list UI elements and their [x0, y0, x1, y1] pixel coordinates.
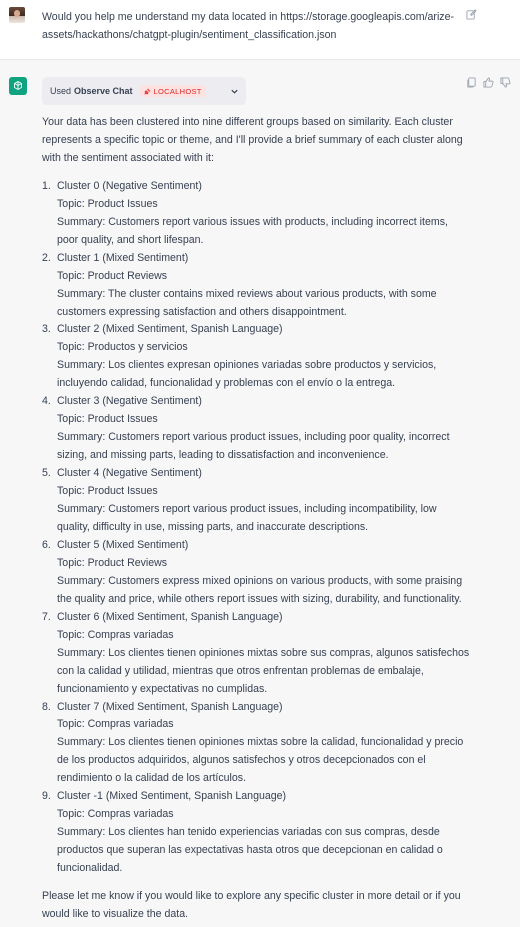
user-avatar	[9, 7, 25, 23]
cluster-topic: Topic: Product Issues	[57, 485, 158, 498]
cluster-summary: Summary: The cluster contains mixed reviews about various products, with some customers expressing satisfaction and others disappointment.	[57, 287, 437, 318]
list-item	[42, 321, 472, 393]
cluster-topic: Topic: Product Issues	[57, 413, 158, 426]
list-item	[42, 465, 472, 537]
list-item-number: 6.	[42, 538, 51, 551]
cluster-summary: Summary: Customers report various product issues, including incompatibility, low quality, difficulty in use, missing parts, and inaccurate descriptions.	[57, 503, 437, 533]
user-message-text: Would you help me understand my data located in https://storage.googleapis.com/arize-assets/hackathons/chatgpt-plugin/sentiment_classification.json	[42, 11, 455, 41]
list-item	[42, 537, 472, 609]
list-item	[42, 250, 472, 322]
cluster-summary: Summary: Los clientes han tenido experiencias variadas con sus compras, desde productos que superan las expectativas hasta otros que decepcionan en calidad o funcionalidad.	[57, 826, 443, 875]
cluster-title: Cluster 7 (Mixed Sentiment, Spanish Language)	[57, 700, 283, 713]
plugin-name: Observe Chat	[74, 86, 133, 96]
list-item-number: 5.	[42, 467, 51, 480]
localhost-badge-text: LOCALHOST	[153, 86, 202, 96]
cluster-topic: Topic: Compras variadas	[57, 808, 174, 821]
list-item-number: 8.	[42, 700, 51, 713]
list-item-number: 7.	[42, 610, 51, 623]
cluster-topic: Topic: Product Reviews	[57, 269, 168, 282]
plugin-used-label: Used	[50, 86, 72, 96]
cluster-title: Cluster 4 (Negative Sentiment)	[57, 467, 202, 480]
cluster-list	[42, 178, 472, 878]
list-item	[42, 178, 472, 250]
list-item-number: 4.	[42, 395, 51, 408]
plug-icon	[144, 88, 151, 95]
thumbs-down-icon[interactable]	[500, 77, 511, 88]
list-item-number: 3.	[42, 323, 51, 336]
cluster-summary: Summary: Los clientes tienen opiniones mixtas sobre la calidad, funcionalidad y precio de los productos adquiridos, algunos satisfechos y otros decepcionados con el rendimiento o la calidad de los artículos.	[57, 736, 464, 785]
copy-icon[interactable]	[466, 77, 477, 88]
list-item	[42, 699, 472, 789]
assistant-actions	[466, 77, 511, 88]
cluster-title: Cluster 2 (Mixed Sentiment, Spanish Language)	[57, 323, 283, 336]
cluster-summary: Summary: Customers express mixed opinions on various products, with some praising the quality and price, while others report issues with sizing, durability, and functionality.	[57, 574, 463, 605]
assistant-message-content	[42, 114, 472, 924]
cluster-summary: Summary: Customers report various issues with products, including incorrect items, poor quality, and short lifespan.	[57, 215, 448, 246]
chevron-down-icon[interactable]	[230, 87, 239, 96]
user-message-row	[0, 0, 520, 60]
cluster-title: Cluster 0 (Negative Sentiment)	[57, 179, 202, 192]
plugin-usage-toggle[interactable]	[42, 77, 246, 105]
list-item-number: 9.	[42, 790, 51, 803]
cluster-summary: Summary: Los clientes expresan opiniones variadas sobre productos y servicios, incluyendo calidad, funcionalidad y problemas con el envío o la entrega.	[57, 359, 437, 390]
list-item-number: 2.	[42, 251, 51, 264]
list-item	[42, 788, 472, 878]
cluster-summary: Summary: Los clientes tienen opiniones mixtas sobre sus compras, algunos satisfechos con la calidad y utilidad, mientras que otros enfrentan problemas de embalaje, funcionamiento y expectativas no cumplidas.	[57, 646, 470, 695]
cluster-topic: Topic: Product Issues	[57, 197, 158, 210]
response-outro: Please let me know if you would like to explore any specific cluster in more detail or if you would like to visualize the data.	[42, 890, 461, 920]
cluster-topic: Topic: Compras variadas	[57, 628, 174, 641]
openai-logo-icon	[9, 77, 27, 95]
cluster-topic: Topic: Productos y servicios	[57, 341, 188, 354]
localhost-badge	[140, 85, 206, 97]
cluster-summary: Summary: Customers report various product issues, including poor quality, incorrect sizing, and missing parts, leading to dissatisfaction and inconvenience.	[57, 431, 450, 462]
cluster-title: Cluster 3 (Negative Sentiment)	[57, 395, 202, 408]
cluster-title: Cluster 5 (Mixed Sentiment)	[57, 538, 189, 551]
cluster-title: Cluster 1 (Mixed Sentiment)	[57, 251, 189, 264]
assistant-message-row	[0, 60, 520, 927]
cluster-topic: Topic: Compras variadas	[57, 718, 174, 731]
cluster-topic: Topic: Product Reviews	[57, 556, 168, 569]
thumbs-up-icon[interactable]	[483, 77, 494, 88]
list-item-number: 1.	[42, 179, 51, 192]
cluster-title: Cluster -1 (Mixed Sentiment, Spanish Language)	[57, 790, 287, 803]
cluster-title: Cluster 6 (Mixed Sentiment, Spanish Language)	[57, 610, 283, 623]
edit-icon[interactable]	[466, 9, 477, 20]
list-item	[42, 609, 472, 699]
list-item	[42, 393, 472, 465]
response-intro: Your data has been clustered into nine different groups based on similarity. Each cluster represents a specific topic or theme, and I'll provide a brief summary of each cluster along with the sentiment associated with it:	[42, 116, 463, 164]
